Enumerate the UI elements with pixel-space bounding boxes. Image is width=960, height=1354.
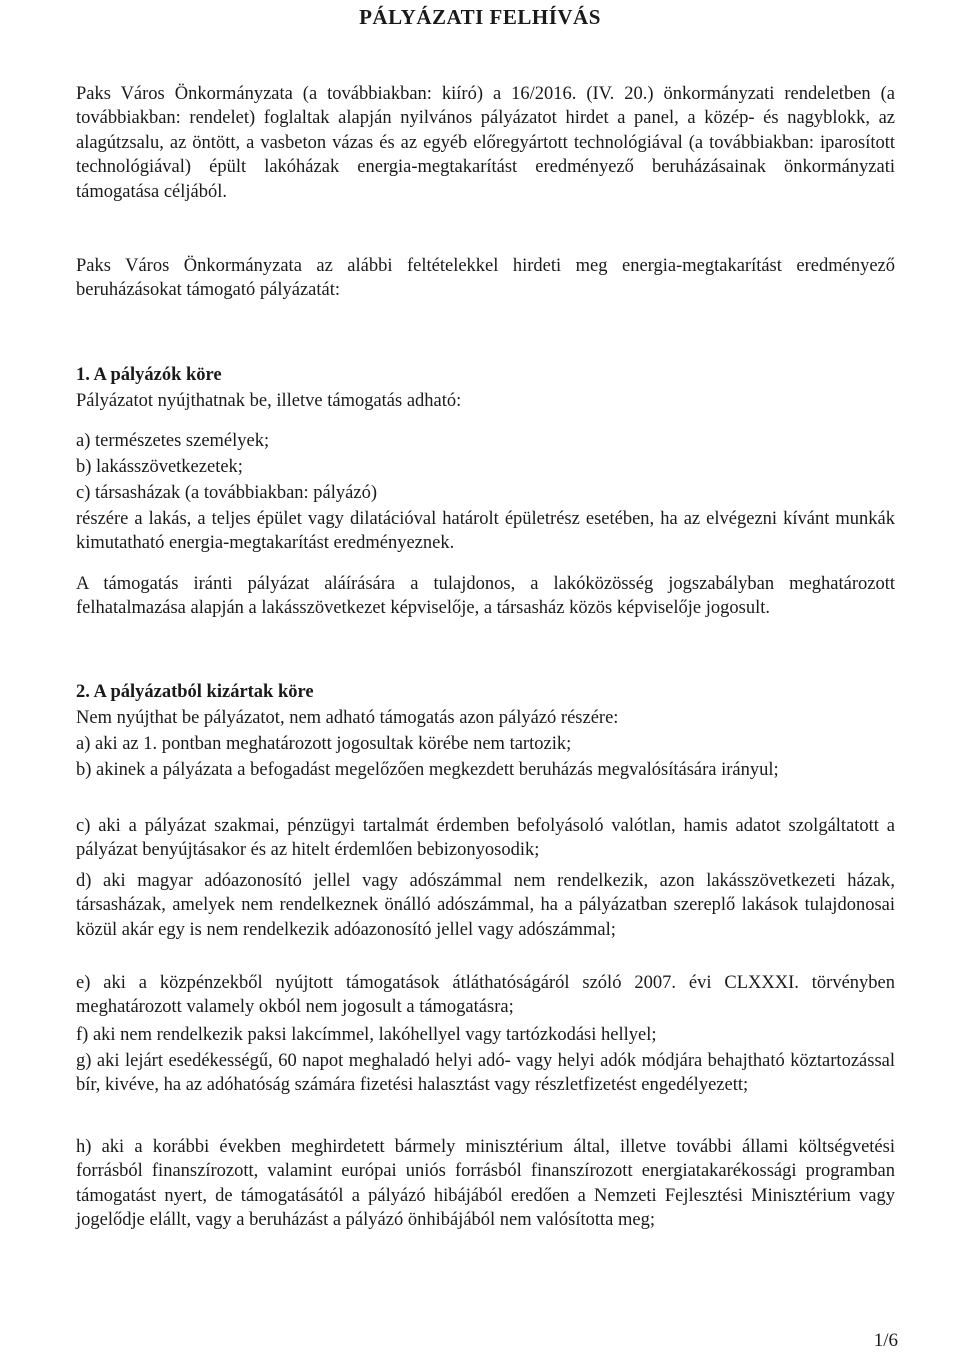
intro-paragraph-2: Paks Város Önkormányzata az alábbi feltételekkel hirdeti meg energia-megtakarítást eredményező beruházásokat támogató pályázatát:	[76, 256, 895, 301]
section-1-signing: A támogatás iránti pályázat aláírására a tulajdonos, a lakóközösség jogszabályban meghatározott felhatalmazása alapján a lakásszövetkezet képviselője, a társasház közös képviselője jogosult.	[76, 574, 895, 619]
section-2-lead: Nem nyújthat be pályázatot, nem adható támogatás azon pályázó részére:	[76, 708, 619, 728]
document-title: PÁLYÁZATI FELHÍVÁS	[359, 5, 601, 29]
section-1-item-a: a) természetes személyek;	[76, 431, 270, 451]
section-1-item-c: c) társasházak (a továbbiakban: pályázó)	[76, 483, 377, 503]
section-1-body: részére a lakás, a teljes épület vagy dilatációval határolt épületrész esetében, ha az elvégezni kívánt munkák kimutatható energia-megtakarítást eredményeznek.	[76, 509, 895, 554]
section-2-item-a: a) aki az 1. pontban meghatározott jogosultak körébe nem tartozik;	[76, 734, 572, 754]
section-2-item-h: h) aki a korábbi években meghirdetett bármely minisztérium által, illetve további állami költségvetési forrásból finanszírozott, valamint európai uniós forrásból finanszírozott energiatakarékossági programban támogatást nyert, de támogatásától a pályázó hibájából eredően a Nemzeti Fejlesztési Minisztérium vagy jogelődje elállt, vagy a beruházást a pályázó önhibájából nem valósította meg;	[76, 1137, 895, 1231]
section-2-item-e: e) aki a közpénzekből nyújtott támogatások átláthatóságáról szóló 2007. évi CLXXXI. törvényben meghatározott valamely okból nem jogosult a támogatásra;	[76, 973, 895, 1018]
page-number: 1/6	[873, 1330, 898, 1351]
section-2-heading: 2. A pályázatból kizártak köre	[76, 682, 314, 702]
section-2-item-b: b) akinek a pályázata a befogadást megelőzően megkezdett beruházás megvalósítására irányul;	[76, 760, 779, 780]
intro-paragraph: Paks Város Önkormányzata (a továbbiakban: kiíró) a 16/2016. (IV. 20.) önkormányzati rendeletben (a továbbiakban: rendelet) foglaltak alapján nyilvános pályázatot hirdet a panel, a közép- és nagyblokk, az alagútzsalu, az öntött, a vasbeton vázas és az egyéb előregyártott technológiával (a továbbiakban: iparosított technológiával) épült lakóházak energia-megtakarítást eredményező beruházásainak önkormányzati támogatása céljából.	[76, 84, 895, 202]
section-1-lead: Pályázatot nyújthatnak be, illetve támogatás adható:	[76, 391, 462, 411]
section-2-item-g: g) aki lejárt esedékességű, 60 napot meghaladó helyi adó- vagy helyi adók módjára behajtható köztartozással bír, kivéve, ha az adóhatóság számára fizetési halasztást vagy részletfizetést engedélyezett;	[76, 1051, 895, 1096]
section-1-item-b: b) lakásszövetkezetek;	[76, 457, 243, 477]
section-2-item-c: c) aki a pályázat szakmai, pénzügyi tartalmát érdemben befolyásoló valótlan, hamis adatot szolgáltatott a pályázat benyújtásakor és az hitelt érdemlően bebizonyosodik;	[76, 816, 895, 861]
section-1-heading: 1. A pályázók köre	[76, 365, 222, 385]
section-2-item-f: f) aki nem rendelkezik paksi lakcímmel, lakóhellyel vagy tartózkodási hellyel;	[76, 1025, 657, 1045]
section-2-item-d: d) aki magyar adóazonosító jellel vagy adószámmal nem rendelkezik, azon lakásszövetkezeti házak, társasházak, amelyek nem rendelkeznek önálló adószámmal, ha a pályázatban szereplő lakások tulajdonosai közül akár egy is nem rendelkezik adóazonosító jellel vagy adószámmal;	[76, 871, 895, 940]
